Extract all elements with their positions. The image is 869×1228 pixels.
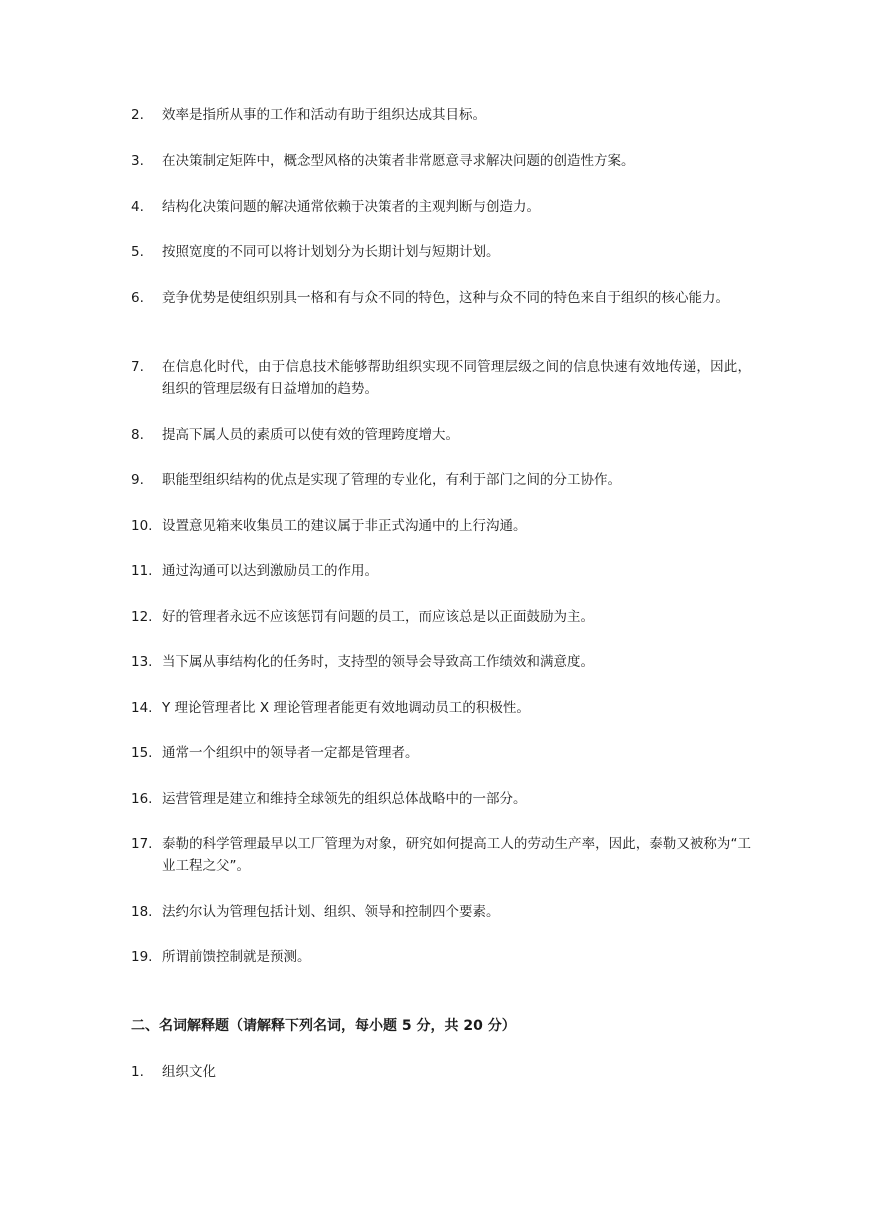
question-number: 13. bbox=[131, 654, 153, 670]
question-text: 通过沟通可以达到激励员工的作用。 bbox=[162, 563, 378, 579]
question-number: 12. bbox=[131, 609, 153, 625]
question-number: 19. bbox=[131, 949, 153, 965]
question-item bbox=[131, 606, 751, 628]
question-number: 18. bbox=[131, 904, 153, 920]
question-item bbox=[131, 469, 751, 491]
question-item bbox=[131, 196, 751, 218]
question-number: 11. bbox=[131, 563, 153, 579]
question-text: 通常一个组织中的领导者一定都是管理者。 bbox=[162, 745, 419, 761]
question-number: 7. bbox=[131, 359, 144, 375]
term-number: 1. bbox=[131, 1064, 144, 1080]
question-text: 所谓前馈控制就是预测。 bbox=[162, 949, 311, 965]
question-text: 按照宽度的不同可以将计划划分为长期计划与短期计划。 bbox=[162, 244, 500, 260]
question-number: 14. bbox=[131, 700, 153, 716]
question-item bbox=[131, 788, 751, 810]
question-item bbox=[131, 104, 751, 126]
question-item bbox=[131, 150, 751, 172]
question-item bbox=[131, 356, 751, 400]
question-number: 17. bbox=[131, 836, 153, 852]
question-text: 效率是指所从事的工作和活动有助于组织达成其目标。 bbox=[162, 107, 486, 123]
question-text: 泰勒的科学管理最早以工厂管理为对象，研究如何提高工人的劳动生产率，因此，泰勒又被称为“工业工程之父”。 bbox=[162, 836, 751, 874]
question-number: 16. bbox=[131, 791, 153, 807]
question-item bbox=[131, 560, 751, 582]
question-text: 运营管理是建立和维持全球领先的组织总体战略中的一部分。 bbox=[162, 791, 527, 807]
question-item bbox=[131, 424, 751, 446]
question-item bbox=[131, 946, 751, 968]
question-number: 8. bbox=[131, 427, 144, 443]
question-text: Y 理论管理者比 X 理论管理者能更有效地调动员工的积极性。 bbox=[162, 700, 530, 716]
question-text: 竞争优势是使组织别具一格和有与众不同的特色，这种与众不同的特色来自于组织的核心能力。 bbox=[162, 290, 729, 306]
question-item bbox=[131, 901, 751, 923]
question-text: 法约尔认为管理包括计划、组织、领导和控制四个要素。 bbox=[162, 904, 500, 920]
question-number: 6. bbox=[131, 290, 144, 306]
question-text: 在信息化时代，由于信息技术能够帮助组织实现不同管理层级之间的信息快速有效地传递，因此，组织的管理层级有日益增加的趋势。 bbox=[162, 359, 751, 397]
question-number: 2. bbox=[131, 107, 144, 123]
term-text: 组织文化 bbox=[162, 1064, 216, 1080]
question-number: 5. bbox=[131, 244, 144, 260]
question-text: 好的管理者永远不应该惩罚有问题的员工，而应该总是以正面鼓励为主。 bbox=[162, 609, 594, 625]
question-text: 提高下属人员的素质可以使有效的管理跨度增大。 bbox=[162, 427, 459, 443]
question-number: 10. bbox=[131, 518, 153, 534]
question-text: 在决策制定矩阵中，概念型风格的决策者非常愿意寻求解决问题的创造性方案。 bbox=[162, 153, 635, 169]
question-text: 当下属从事结构化的任务时，支持型的领导会导致高工作绩效和满意度。 bbox=[162, 654, 594, 670]
question-number: 4. bbox=[131, 199, 144, 215]
question-item bbox=[131, 515, 751, 537]
question-item bbox=[131, 241, 751, 263]
question-item bbox=[131, 287, 751, 309]
question-number: 9. bbox=[131, 472, 144, 488]
term-item bbox=[131, 1061, 751, 1083]
section-heading: 二、名词解释题（请解释下列名词，每小题 5 分，共 20 分） bbox=[131, 1018, 516, 1034]
question-item bbox=[131, 833, 751, 877]
question-text: 职能型组织结构的优点是实现了管理的专业化，有利于部门之间的分工协作。 bbox=[162, 472, 621, 488]
question-item bbox=[131, 651, 751, 673]
question-item bbox=[131, 742, 751, 764]
question-number: 3. bbox=[131, 153, 144, 169]
question-number: 15. bbox=[131, 745, 153, 761]
question-text: 结构化决策问题的解决通常依赖于决策者的主观判断与创造力。 bbox=[162, 199, 540, 215]
question-item bbox=[131, 697, 751, 719]
question-text: 设置意见箱来收集员工的建议属于非正式沟通中的上行沟通。 bbox=[162, 518, 527, 534]
